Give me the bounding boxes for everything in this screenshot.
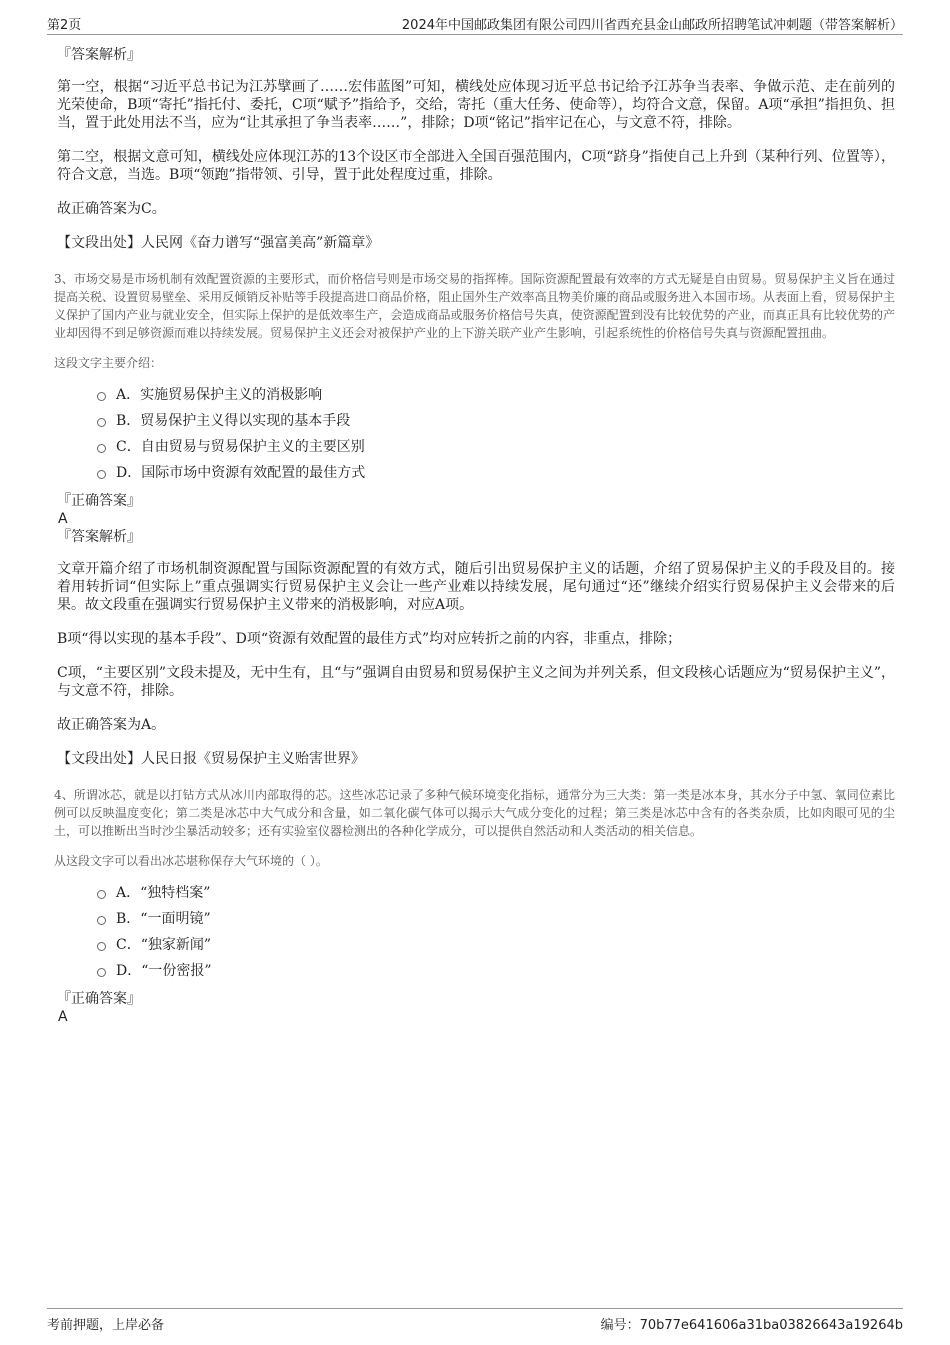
page-header bbox=[47, 14, 903, 35]
option-a[interactable] bbox=[97, 884, 895, 910]
prev-analysis-paragraph: 第一空，根据“习近平总书记为江苏擘画了……宏伟蓝图”可知，横线处应体现习近平总书记给予江苏争当表率、争做示范、走在前列的光荣使命，B项“寄托”指托付、委托，C项“赋予”指给予，交给，寄托（重大任务、使命等），均符合文意，保留。A项“承担”指担负、担当，置于此处用法不当，应为“让其承担了争当表率……”，排除；D项“铭记”指牢记在心，与文意不符，排除。 bbox=[57, 79, 895, 131]
radio-icon[interactable] bbox=[97, 968, 106, 977]
radio-icon[interactable] bbox=[97, 444, 106, 453]
option-label: B．贸易保护主义得以实现的基本手段 bbox=[116, 413, 351, 429]
page-content bbox=[54, 46, 895, 1026]
footer-serial: 编号：70b77e641606a31ba03826643a19264b bbox=[600, 1318, 903, 1333]
option-d[interactable] bbox=[97, 464, 895, 490]
page-footer bbox=[47, 1308, 903, 1331]
option-a[interactable] bbox=[97, 386, 895, 412]
radio-icon[interactable] bbox=[97, 916, 106, 925]
question-3-analysis-paragraph: C项，“主要区别”文段未提及，无中生有，且“与”强调自由贸易和贸易保护主义之间为并列关系，但文段核心话题应为“贸易保护主义”，与文意不符，排除。 bbox=[57, 665, 895, 699]
prev-analysis-paragraph: 第二空，根据文意可知，横线处应体现江苏的13个设区市全部进入全国百强范围内，C项“跻身”指使自己上升到（某种行列、位置等），符合文意，当选。B项“领跑”指带领、引导，置于此处程度过重，排除。 bbox=[57, 149, 895, 183]
option-b[interactable] bbox=[97, 412, 895, 438]
option-c[interactable] bbox=[97, 438, 895, 464]
question-3-analysis-label: 『答案解析』 bbox=[57, 529, 141, 545]
option-label: C．“独家新闻” bbox=[116, 937, 212, 953]
radio-icon[interactable] bbox=[97, 942, 106, 951]
radio-icon[interactable] bbox=[97, 890, 106, 899]
question-4-answer: A bbox=[58, 1009, 68, 1025]
prev-analysis-label: 『答案解析』 bbox=[57, 47, 141, 63]
radio-icon[interactable] bbox=[97, 392, 106, 401]
page-number: 第2页 bbox=[47, 18, 82, 33]
question-4-options bbox=[57, 884, 895, 988]
radio-icon[interactable] bbox=[97, 418, 106, 427]
question-3-answer-label: 『正确答案』 bbox=[57, 493, 141, 509]
option-label: A．“独特档案” bbox=[116, 885, 211, 901]
question-4-text: 4、所谓冰芯，就是以打钻方式从冰川内部取得的芯。这些冰芯记录了多种气候环境变化指标，通常分为三大类：第一类是冰本身，其水分子中氢、氧同位素比例可以反映温度变化；第二类是冰芯中大气成分和含量，如二氧化碳气体可以揭示大气成分变化的过程；第三类是冰芯中含有的各类杂质，比如肉眼可见的尘土，可以推断出当时沙尘暴活动较多；还有实验室仪器检测出的各种化学成分，可以提供自然活动和人类活动的相关信息。 bbox=[54, 788, 895, 838]
question-3-options bbox=[57, 386, 895, 490]
option-c[interactable] bbox=[97, 936, 895, 962]
question-3-prompt: 这段文字主要介绍： bbox=[54, 356, 163, 370]
question-3-analysis-paragraph: B项“得以实现的基本手段”、D项“资源有效配置的最佳方式”均对应转折之前的内容，非重点，排除； bbox=[57, 631, 682, 647]
option-label: D．国际市场中资源有效配置的最佳方式 bbox=[116, 465, 366, 481]
question-3-answer: A bbox=[58, 511, 68, 527]
prev-source: 【文段出处】人民网《奋力谱写“强富美高”新篇章》 bbox=[57, 235, 380, 251]
question-4-prompt: 从这段文字可以看出冰芯堪称保存大气环境的（ ）。 bbox=[54, 854, 328, 868]
radio-icon[interactable] bbox=[97, 470, 106, 479]
footer-slogan: 考前押题，上岸必备 bbox=[47, 1318, 165, 1333]
question-4-answer-label: 『正确答案』 bbox=[57, 991, 141, 1007]
prev-analysis-paragraph: 故正确答案为C。 bbox=[57, 201, 166, 217]
option-label: B．“一面明镜” bbox=[116, 911, 211, 927]
option-label: C．自由贸易与贸易保护主义的主要区别 bbox=[116, 439, 365, 455]
document-title: 2024年中国邮政集团有限公司四川省西充县金山邮政所招聘笔试冲刺题（带答案解析） bbox=[401, 18, 903, 33]
question-3-text: 3、市场交易是市场机制有效配置资源的主要形式，而价格信号则是市场交易的指挥棒。国际资源配置最有效率的方式无疑是自由贸易。贸易保护主义旨在通过提高关税、设置贸易壁垒、采用反倾销反补贴等手段提高进口商品价格，阻止国外生产效率高且物美价廉的商品或服务进入本国市场。从表面上看，贸易保护主义保护了国内产业与就业安全，但实际上保护的是低效率生产，会造成商品或服务价格信号失真，使资源配置到没有比较优势的产业，而真正具有比较优势的产业却因得不到足够资源而难以持续发展。贸易保护主义还会对被保护产业的上下游关联产业产生影响，引起系统性的价格信号失真与资源配置扭曲。 bbox=[54, 272, 895, 340]
question-3-source: 【文段出处】人民日报《贸易保护主义贻害世界》 bbox=[57, 751, 365, 767]
question-3-analysis-paragraph: 文章开篇介绍了市场机制资源配置与国际资源配置的有效方式，随后引出贸易保护主义的话题，介绍了贸易保护主义的手段及目的。接着用转折词“但实际上”重点强调实行贸易保护主义会让一些产业难以持续发展，尾句通过“还”继续介绍实行贸易保护主义会带来的后果。故文段重在强调实行贸易保护主义带来的消极影响，对应A项。 bbox=[57, 561, 895, 613]
option-d[interactable] bbox=[97, 962, 895, 988]
question-3-analysis-paragraph: 故正确答案为A。 bbox=[57, 717, 166, 733]
option-b[interactable] bbox=[97, 910, 895, 936]
option-label: A．实施贸易保护主义的消极影响 bbox=[116, 387, 323, 403]
option-label: D．“一份密报” bbox=[116, 963, 212, 979]
